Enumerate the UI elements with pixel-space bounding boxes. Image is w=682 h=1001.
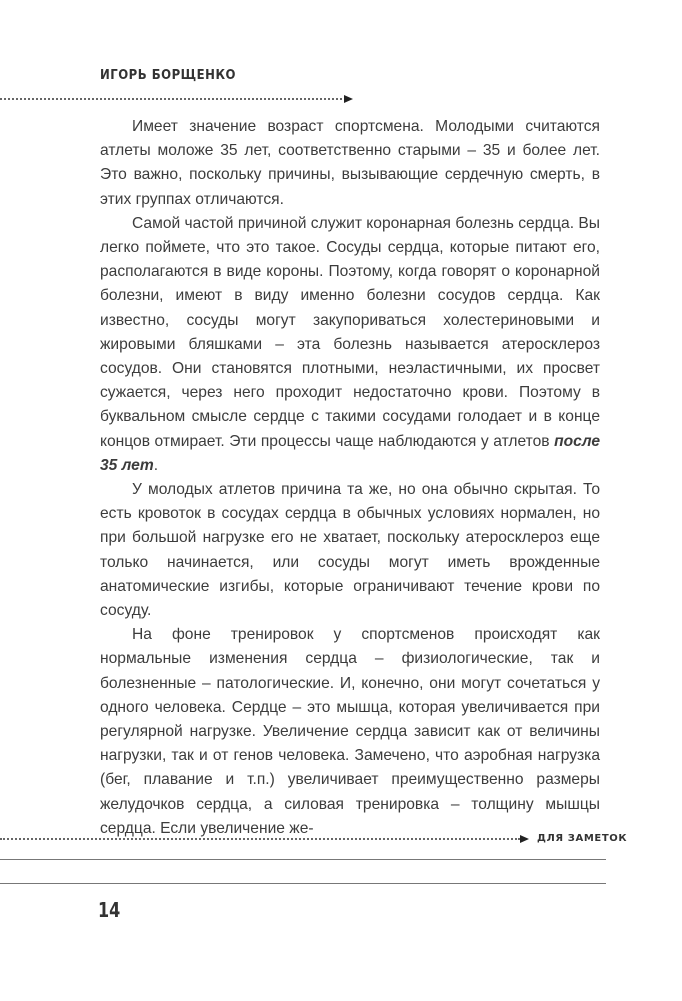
- paragraph-2-text: Самой частой причиной служит коронарная болезнь сердца. Вы легко поймете, что это такое. Сосуды сердца, которые питают его, располагаются в виде короны. Поэтому, когда говорят о коронарной болезни, имеют в виду именно болезни сосудов сердца. Как известно, сосуды могут закупориваться холестериновыми и жировыми бляшками – эта болезнь называется атеросклероз сосудов. Они становятся плотными, неэластичными, их просвет сужается, через него проходит недостаточно крови. Поэтому в буквальном смысле сердце с такими сосудами голодает и в конце концов отмирает. Эти процессы чаще наблюдаются у атлетов: [100, 214, 600, 450]
- notes-line: [0, 883, 606, 884]
- page-number: 14: [98, 898, 121, 922]
- paragraph-2: [100, 212, 600, 478]
- paragraph-2-end: .: [153, 456, 159, 474]
- paragraph-1: Имеет значение возраст спортсмена. Молодыми считаются атлеты моложе 35 лет, соответственно старыми – 35 и более лет. Это важно, поскольку причины, вызывающие сердечную смерть, в этих группах отличаются.: [100, 118, 600, 208]
- notes-line: [0, 859, 606, 860]
- paragraph-3: У молодых атлетов причина та же, но она обычно скрытая. То есть кровоток в сосудах сердца в обычных условиях нормален, но при большой нагрузке его не хватает, поскольку атеросклероз еще только начинается, или сосуды могут иметь врожденные анатомические изгибы, которые ограничивают течение крови по сосуду.: [100, 481, 600, 620]
- body-text: [100, 115, 600, 841]
- running-header-author: ИГОРЬ БОРЩЕНКО: [100, 68, 236, 83]
- notes-label: ДЛЯ ЗАМЕТОК: [537, 833, 628, 844]
- footer-dotted-rule: [0, 838, 520, 840]
- paragraph-4: На фоне тренировок у спортсменов происходят как нормальные изменения сердца – физиологические, так и болезненные – патологические. И, конечно, они могут сочетаться у одного человека. Сердце – это мышца, которая увеличивается при регулярной нагрузке. Увеличение сердца зависит как от величины нагрузки, так и от генов человека. Замечено, что аэробная нагрузка (бег, плавание и т.п.) увеличивает преимущественно размеры желудочков сердца, а силовая тренировка – толщину мышцы сердца. Если увеличение же-: [100, 626, 600, 837]
- arrow-right-icon: [520, 835, 529, 843]
- header-dotted-rule: [0, 98, 346, 100]
- arrow-right-icon: [344, 95, 353, 103]
- emphasis-after-35: после 35 лет: [100, 432, 600, 474]
